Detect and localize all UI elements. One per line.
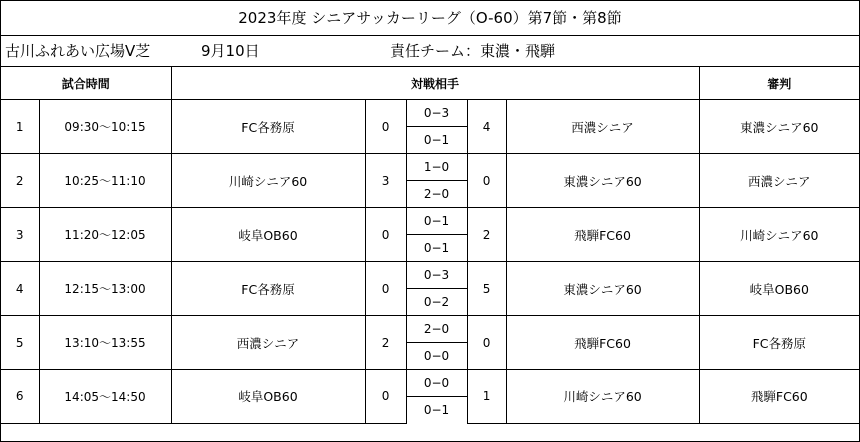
match-time: 14:05～14:50 <box>39 370 171 424</box>
table-row <box>1 154 859 181</box>
referee-team: FC各務原 <box>699 316 859 370</box>
match-number: 6 <box>1 370 39 424</box>
first-half-score: 2−0 <box>406 316 467 343</box>
first-half-score: 0−3 <box>406 100 467 127</box>
home-team: 西濃シニア <box>171 316 365 370</box>
second-half-score: 0−2 <box>406 289 467 316</box>
away-team: 川崎シニア60 <box>506 370 699 424</box>
home-team: 岐阜OB60 <box>171 208 365 262</box>
match-number: 3 <box>1 208 39 262</box>
first-half-score: 1−0 <box>406 154 467 181</box>
header-match: 対戦相手 <box>171 67 699 100</box>
date-label: 9月10日 <box>201 42 260 60</box>
home-score: 0 <box>365 208 406 262</box>
info-row <box>1 36 859 67</box>
sheet-title: 2023年度 シニアサッカーリーグ（O-60）第7節・第8節 <box>1 1 859 36</box>
home-score: 3 <box>365 154 406 208</box>
home-team: 岐阜OB60 <box>171 370 365 424</box>
match-number: 2 <box>1 154 39 208</box>
referee-team: 飛騨FC60 <box>699 370 859 424</box>
away-score: 0 <box>467 316 506 370</box>
home-team: FC各務原 <box>171 100 365 154</box>
venue-label: 古川ふれあい広場V芝 <box>5 42 151 60</box>
match-time: 09:30～10:15 <box>39 100 171 154</box>
table-row <box>1 316 859 343</box>
referee-team: 東濃シニア60 <box>699 100 859 154</box>
second-half-score: 0−0 <box>406 343 467 370</box>
match-time: 11:20～12:05 <box>39 208 171 262</box>
table-row <box>1 100 859 127</box>
second-half-score: 0−1 <box>406 235 467 262</box>
referee-team: 西濃シニア <box>699 154 859 208</box>
table-row <box>1 208 859 235</box>
away-score: 2 <box>467 208 506 262</box>
away-team: 東濃シニア60 <box>506 262 699 316</box>
table-row <box>1 370 859 397</box>
second-half-score: 0−1 <box>406 397 467 424</box>
first-half-score: 0−3 <box>406 262 467 289</box>
first-half-score: 0−0 <box>406 370 467 397</box>
referee-team: 岐阜OB60 <box>699 262 859 316</box>
second-half-score: 0−1 <box>406 127 467 154</box>
home-score: 0 <box>365 370 406 424</box>
match-time: 13:10～13:55 <box>39 316 171 370</box>
away-score: 4 <box>467 100 506 154</box>
match-number: 1 <box>1 100 39 154</box>
away-team: 飛騨FC60 <box>506 316 699 370</box>
match-time: 12:15～13:00 <box>39 262 171 316</box>
first-half-score: 0−1 <box>406 208 467 235</box>
match-table <box>1 67 859 424</box>
home-score: 0 <box>365 100 406 154</box>
table-header-row <box>1 67 859 100</box>
match-number: 5 <box>1 316 39 370</box>
home-team: FC各務原 <box>171 262 365 316</box>
away-score: 0 <box>467 154 506 208</box>
away-team: 東濃シニア60 <box>506 154 699 208</box>
second-half-score: 2−0 <box>406 181 467 208</box>
away-team: 飛騨FC60 <box>506 208 699 262</box>
header-time: 試合時間 <box>1 67 171 100</box>
match-number: 4 <box>1 262 39 316</box>
home-score: 2 <box>365 316 406 370</box>
responsible-teams-label: 責任チーム：東濃・飛騨 <box>390 42 556 60</box>
home-score: 0 <box>365 262 406 316</box>
home-team: 川崎シニア60 <box>171 154 365 208</box>
table-row <box>1 262 859 289</box>
header-referee: 審判 <box>699 67 859 100</box>
referee-team: 川崎シニア60 <box>699 208 859 262</box>
match-time: 10:25～11:10 <box>39 154 171 208</box>
away-score: 5 <box>467 262 506 316</box>
away-score: 1 <box>467 370 506 424</box>
away-team: 西濃シニア <box>506 100 699 154</box>
